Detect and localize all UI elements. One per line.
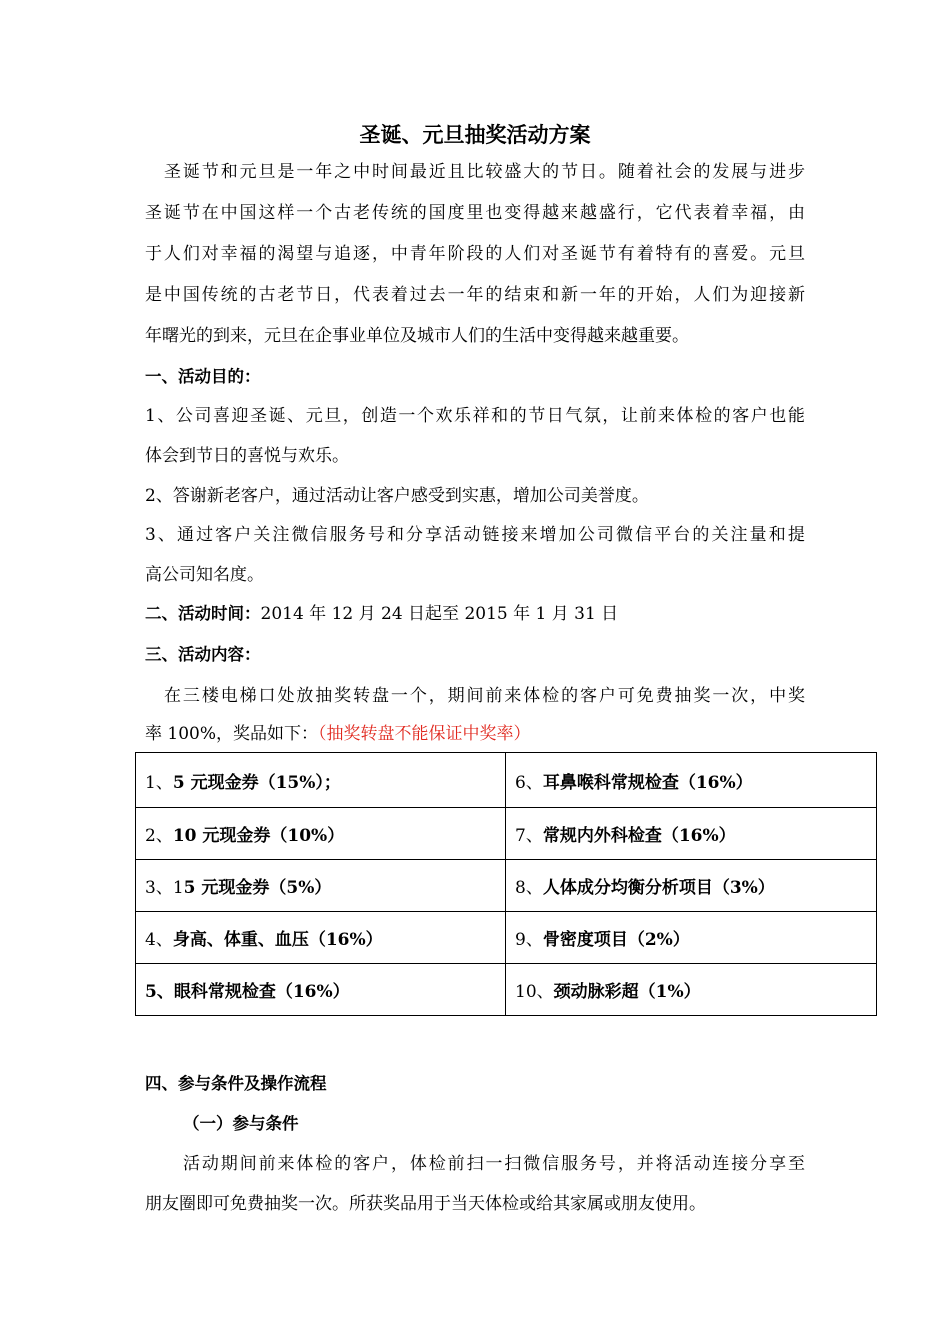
intro-line: 圣诞节和元旦是一年之中时间最近且比较盛大的节日。随着社会的发展与进步: [164, 162, 807, 182]
section-heading-purpose: 一、活动目的：: [145, 367, 261, 386]
section-heading-content: 三、活动内容：: [145, 645, 261, 664]
prize-cell: 9、骨密度项目（2%）: [506, 912, 877, 964]
section-heading-time: 二、活动时间：: [145, 604, 261, 623]
section-heading-participation: 四、参与条件及操作流程: [145, 1074, 327, 1093]
table-row: [136, 753, 877, 808]
activity-time: [145, 602, 618, 626]
activity-time-value: 2014 年 12 月 24 日起至 2015 年 1 月 31 日: [260, 604, 619, 624]
purpose-item: 高公司知名度。: [145, 565, 264, 585]
prize-cell: 8、人体成分均衡分析项目（3%）: [506, 860, 877, 912]
purpose-item: 2、答谢新老客户，通过活动让客户感受到实惠，增加公司美誉度。: [145, 486, 649, 506]
prize-cell: 10、颈动脉彩超（1%）: [506, 964, 877, 1016]
prize-cell: 1、5 元现金券（15%）；: [136, 753, 506, 808]
document-title: 圣诞、元旦抽奖活动方案: [359, 123, 591, 147]
prize-table: [135, 752, 877, 1016]
participation-text: 活动期间前来体检的客户，体检前扫一扫微信服务号，并将活动连接分享至: [183, 1154, 807, 1174]
intro-line: 是中国传统的古老节日，代表着过去一年的结束和新一年的开始，人们为迎接新: [145, 285, 807, 305]
content-description-prefix: 率 100%，奖品如下：: [145, 724, 319, 744]
prize-cell: 5、眼科常规检查（16%）: [136, 964, 506, 1016]
participation-text: 朋友圈即可免费抽奖一次。所获奖品用于当天体检或给其家属或朋友使用。: [145, 1194, 706, 1214]
prize-cell: 2、10 元现金券（10%）: [136, 808, 506, 860]
table-row: [136, 912, 877, 964]
table-row: [136, 964, 877, 1016]
intro-line: 于人们对幸福的渴望与追逐，中青年阶段的人们对圣诞节有着特有的喜爱。元旦: [145, 244, 807, 264]
content-description: 在三楼电梯口处放抽奖转盘一个，期间前来体检的客户可免费抽奖一次，中奖: [164, 686, 807, 706]
table-row: [136, 808, 877, 860]
subsection-heading: （一）参与条件: [183, 1114, 299, 1133]
purpose-item: 体会到节日的喜悦与欢乐。: [145, 446, 349, 466]
content-note: （抽奖转盘不能保证中奖率）: [318, 724, 531, 744]
content-description: [145, 722, 531, 746]
purpose-item: 1、公司喜迎圣诞、元旦，创造一个欢乐祥和的节日气氛，让前来体检的客户也能: [145, 406, 807, 426]
intro-line: 圣诞节在中国这样一个古老传统的国度里也变得越来越盛行，它代表着幸福，由: [145, 203, 807, 223]
prize-cell: 3、15 元现金券（5%）: [136, 860, 506, 912]
prize-cell: 7、常规内外科检查（16%）: [506, 808, 877, 860]
purpose-item: 3、通过客户关注微信服务号和分享活动链接来增加公司微信平台的关注量和提: [145, 525, 807, 545]
intro-line: 年曙光的到来，元旦在企事业单位及城市人们的生活中变得越来越重要。: [145, 326, 689, 346]
prize-cell: 4、身高、体重、血压（16%）: [136, 912, 506, 964]
table-row: [136, 860, 877, 912]
prize-cell: 6、耳鼻喉科常规检查（16%）: [506, 753, 877, 808]
